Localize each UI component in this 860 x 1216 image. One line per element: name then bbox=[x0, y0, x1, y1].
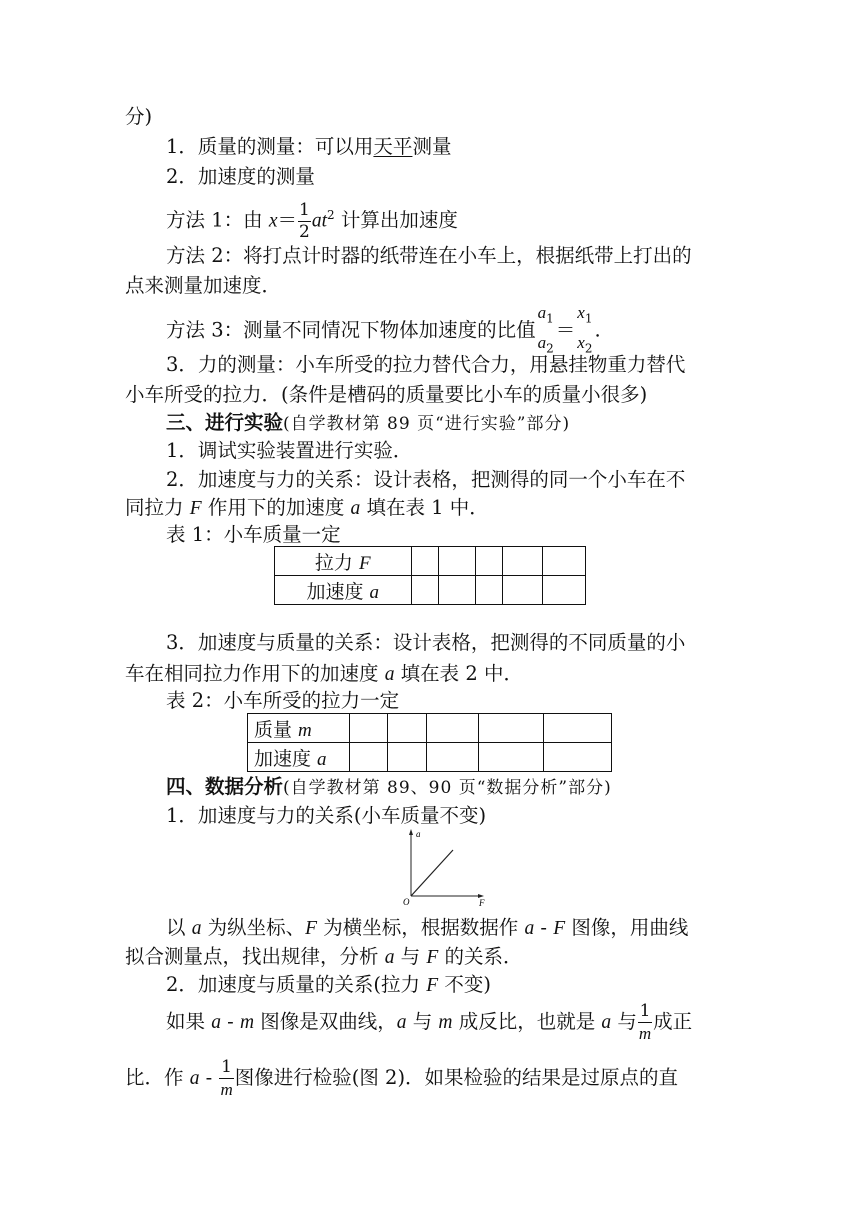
text-segment: 表 1：小车质量一定 bbox=[166, 523, 341, 546]
text-segment: 的关系． bbox=[438, 945, 523, 968]
heading-note: (自学教材第 89 页“进行实验”部分) bbox=[283, 414, 571, 434]
exponent: 2 bbox=[326, 208, 335, 222]
numerator: 1 bbox=[221, 1057, 232, 1077]
table-cell bbox=[544, 714, 612, 743]
text-segment: 以 bbox=[166, 916, 192, 939]
text-segment: 作用下的加速度 bbox=[201, 496, 351, 519]
text-segment: 拟合测量点，找出规律，分析 bbox=[125, 945, 385, 968]
numerator bbox=[576, 304, 593, 326]
var-a: a bbox=[601, 1012, 612, 1033]
text-segment: 图像，用曲线 bbox=[565, 916, 689, 939]
numerator: 1 bbox=[639, 1001, 651, 1021]
text-segment: 分) bbox=[125, 105, 153, 128]
var-a: a bbox=[189, 1068, 200, 1089]
step-1 bbox=[166, 438, 412, 464]
table-cell bbox=[350, 714, 387, 743]
table1-caption bbox=[166, 522, 341, 548]
table-row bbox=[248, 714, 612, 743]
y-axis-arrow bbox=[409, 829, 413, 835]
x-axis-label: F bbox=[479, 898, 485, 908]
a-F-graph bbox=[400, 828, 492, 908]
fraction-1-over-m bbox=[638, 1003, 652, 1042]
table-cell bbox=[478, 743, 544, 772]
subscript: 2 bbox=[584, 341, 593, 356]
text-segment: 表 2：小车所受的拉力一定 bbox=[166, 689, 400, 712]
text-segment: 填在表 1 中． bbox=[360, 496, 489, 519]
text-segment: 1．质量的测量：可以用 bbox=[166, 135, 374, 158]
subscript: 1 bbox=[584, 311, 593, 326]
table-row bbox=[248, 743, 612, 772]
step-3 bbox=[166, 630, 685, 656]
y-axis-label: a bbox=[416, 829, 421, 839]
section-heading-analysis bbox=[166, 774, 612, 801]
text-segment: 成反比，也就是 bbox=[452, 1010, 602, 1033]
table-cell bbox=[411, 547, 439, 576]
var-F: F bbox=[358, 552, 371, 574]
text-segment: 1．调试实验装置进行实验． bbox=[166, 439, 413, 462]
text-segment: 成正 bbox=[653, 1010, 693, 1033]
var-a: a bbox=[537, 333, 547, 353]
var-a: a bbox=[369, 581, 380, 603]
method-2 bbox=[166, 243, 692, 269]
text-segment: - bbox=[534, 916, 554, 939]
text-segment: 点来测量加速度． bbox=[125, 274, 282, 297]
equals-sign: ＝ bbox=[555, 318, 576, 342]
proportional-line bbox=[411, 850, 453, 896]
analysis-2 bbox=[166, 972, 491, 999]
table-cell bbox=[543, 576, 586, 605]
text-segment: 2．加速度与力的关系：设计表格，把测得的同一个小车在不 bbox=[166, 468, 686, 491]
text-segment: 3．加速度与质量的关系：设计表格，把测得的不同质量的小 bbox=[166, 631, 686, 654]
text-segment: 2．加速度与质量的关系(拉力 bbox=[166, 973, 427, 996]
fraction-1-over-m bbox=[219, 1059, 233, 1098]
var-at: at bbox=[311, 210, 327, 232]
text-segment: 比．作 bbox=[125, 1066, 190, 1089]
var-F: F bbox=[305, 918, 318, 939]
var-x: x bbox=[268, 210, 278, 232]
var-a: a bbox=[211, 1012, 221, 1033]
item-force-measurement bbox=[166, 352, 685, 378]
analysis-1 bbox=[166, 803, 486, 829]
text-segment: 计算出加速度 bbox=[334, 208, 458, 232]
fraction-half bbox=[298, 199, 311, 242]
denominator: 2 bbox=[298, 221, 310, 242]
table-cell bbox=[439, 547, 476, 576]
text-segment: 小车所受的拉力．(条件是槽码的质量要比小车的质量小很多) bbox=[125, 383, 648, 406]
table-cell-label bbox=[275, 576, 412, 605]
numerator: 1 bbox=[298, 199, 310, 220]
table-row bbox=[275, 547, 586, 576]
var-a: a bbox=[350, 498, 361, 519]
step-2-cont bbox=[125, 495, 489, 522]
table-cell bbox=[476, 547, 503, 576]
var-m: m bbox=[298, 719, 312, 741]
table-cell bbox=[387, 714, 426, 743]
cell-text: 加速度 bbox=[306, 580, 370, 603]
table-1 bbox=[274, 546, 586, 605]
table-cell bbox=[478, 714, 544, 743]
var-a: a bbox=[317, 748, 327, 770]
text-segment: 如果 bbox=[166, 1010, 212, 1033]
text-segment: 2．加速度的测量 bbox=[166, 165, 315, 188]
analysis-1-text bbox=[166, 915, 688, 942]
table-cell-label bbox=[248, 743, 350, 772]
text-segment: 图像是双曲线， bbox=[254, 1010, 397, 1033]
numerator bbox=[537, 304, 555, 326]
equals-sign: ＝ bbox=[277, 208, 297, 232]
table-cell bbox=[350, 743, 387, 772]
cell-text: 拉力 bbox=[314, 551, 359, 574]
text-segment: 3．力的测量：小车所受的拉力替代合力，用悬挂物重力替代 bbox=[166, 353, 686, 376]
fraction-x1-x2 bbox=[576, 304, 593, 355]
fraction-a1-a2 bbox=[537, 304, 555, 355]
table-2 bbox=[247, 713, 612, 772]
subscript: 2 bbox=[546, 341, 554, 356]
text-segment: 为横坐标，根据数据作 bbox=[317, 916, 525, 939]
method-3 bbox=[166, 304, 601, 355]
heading-text: 三、进行实验 bbox=[166, 411, 284, 434]
item-acceleration-measurement bbox=[166, 164, 315, 190]
var-a: a bbox=[396, 1012, 407, 1033]
table-cell bbox=[476, 576, 503, 605]
text-segment: 与 bbox=[406, 1010, 439, 1033]
table-cell bbox=[544, 743, 612, 772]
table-cell bbox=[503, 547, 543, 576]
cell-text: 加速度 bbox=[254, 747, 318, 770]
table-cell bbox=[411, 576, 439, 605]
section-heading-experiment bbox=[166, 410, 570, 437]
table-cell-label bbox=[275, 547, 412, 576]
text-segment: 同拉力 bbox=[125, 496, 190, 519]
var-F: F bbox=[426, 947, 439, 968]
table-row bbox=[275, 576, 586, 605]
text-segment: 方法 1：由 bbox=[166, 208, 269, 232]
var-m: m bbox=[239, 1012, 255, 1033]
var-a: a bbox=[384, 947, 395, 968]
text-segment: 与 bbox=[611, 1010, 637, 1033]
method-1 bbox=[166, 197, 458, 241]
var-a: a bbox=[191, 918, 202, 939]
subscript: 1 bbox=[546, 311, 554, 326]
var-F: F bbox=[189, 498, 202, 519]
heading-note: (自学教材第 89、90 页“数据分析”部分) bbox=[283, 778, 612, 798]
text-segment: 为纵坐标、 bbox=[201, 916, 306, 939]
text-segment: 填在表 2 中． bbox=[394, 662, 523, 685]
denominator bbox=[537, 326, 555, 354]
underlined-term: 天平 bbox=[373, 135, 413, 158]
step-3-cont bbox=[125, 661, 523, 688]
table-cell bbox=[503, 576, 543, 605]
var-x: x bbox=[577, 333, 585, 353]
table-cell bbox=[426, 714, 478, 743]
text-segment: 不变) bbox=[438, 973, 491, 996]
var-a: a bbox=[537, 303, 547, 322]
var-F: F bbox=[426, 975, 439, 996]
text-segment: - bbox=[199, 1066, 219, 1089]
text-segment: . bbox=[594, 318, 601, 342]
origin-label: O bbox=[403, 897, 410, 907]
table-cell bbox=[439, 576, 476, 605]
line-continuation bbox=[125, 104, 152, 130]
analysis-2-text-cont bbox=[125, 1056, 678, 1101]
denominator bbox=[576, 326, 593, 354]
table-cell-label bbox=[248, 714, 350, 743]
text-segment: 测量 bbox=[412, 135, 452, 158]
var-F: F bbox=[553, 918, 566, 939]
denominator: m bbox=[220, 1080, 233, 1099]
text-segment: 方法 3：测量不同情况下物体加速度的比值 bbox=[166, 318, 536, 342]
text-segment: 1．加速度与力的关系(小车质量不变) bbox=[166, 804, 487, 827]
analysis-1-text-cont bbox=[125, 944, 522, 971]
item-mass-measurement bbox=[166, 134, 451, 160]
var-m: m bbox=[438, 1012, 453, 1033]
heading-text: 四、数据分析 bbox=[166, 775, 284, 798]
var-a: a bbox=[524, 918, 535, 939]
text-segment: 方法 2：将打点计时器的纸带连在小车上，根据纸带上打出的 bbox=[166, 244, 692, 267]
method-2-cont bbox=[125, 273, 281, 299]
var-a: a bbox=[384, 664, 395, 685]
step-2 bbox=[166, 467, 685, 493]
text-segment: 车在相同拉力作用下的加速度 bbox=[125, 662, 385, 685]
table-cell bbox=[543, 547, 586, 576]
table2-caption bbox=[166, 688, 399, 714]
table-cell bbox=[387, 743, 426, 772]
var-x: x bbox=[577, 303, 585, 322]
text-segment: - bbox=[220, 1010, 240, 1033]
item-force-measurement-cont bbox=[125, 382, 647, 408]
text-segment: 图像进行检验(图 2)．如果检验的结果是过原点的直 bbox=[234, 1066, 679, 1089]
text-segment: 与 bbox=[394, 945, 427, 968]
table-cell bbox=[426, 743, 478, 772]
denominator: m bbox=[638, 1024, 652, 1043]
cell-text: 质量 bbox=[254, 718, 299, 741]
analysis-2-text bbox=[166, 1000, 692, 1045]
